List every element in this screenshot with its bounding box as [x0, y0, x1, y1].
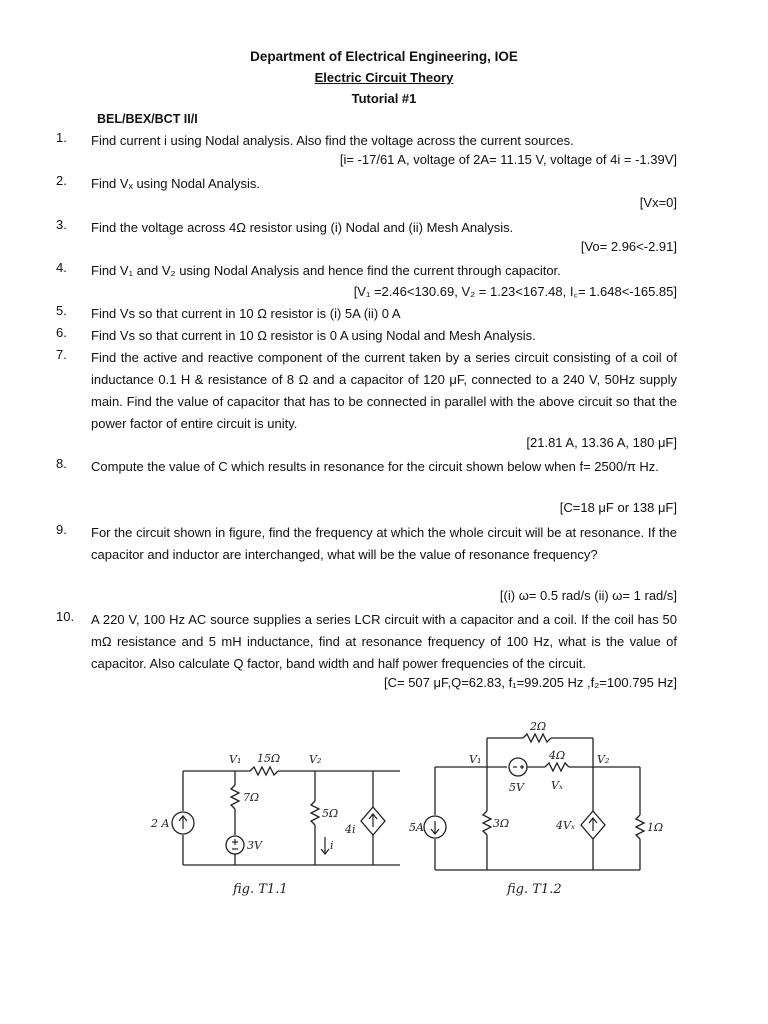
circuit-figures [135, 715, 675, 925]
answer-7: [21.81 A, 13.36 A, 180 μF] [526, 435, 677, 450]
question-number: 6. [56, 325, 67, 340]
question-number: 4. [56, 260, 67, 275]
subject-title: Electric Circuit Theory [314, 70, 454, 85]
question-number: 7. [56, 347, 67, 362]
fig2-resistor-3: 3Ω [493, 817, 510, 830]
question-number: 1. [56, 130, 67, 145]
question-text: A 220 V, 100 Hz AC source supplies a series LCR circuit with a capacitor and a coil. If the coil has 50 mΩ resistance and 5 mH inductance, find at resonance frequency of 100 Hz, what is the value of capacitor. Also calculate Q factor, band width and half power frequencies of the circuit. [91, 612, 677, 671]
question-text: Find Vₓ using Nodal Analysis. [91, 176, 261, 191]
answer-9: [(i) ω= 0.5 rad/s (ii) ω= 1 rad/s] [499, 588, 677, 603]
answer-1: [i= -17/61 A, voltage of 2A= 11.15 V, voltage of 4i = -1.39V] [339, 152, 677, 167]
answer-10: [C= 507 μF,Q=62.83, f₁=99.205 Hz ,f₂=100.795 Hz] [384, 675, 677, 690]
question-text: Find Vs so that current in 10 Ω resistor is 0 A using Nodal and Mesh Analysis. [91, 328, 536, 343]
question-text: For the circuit shown in figure, find the frequency at which the whole circuit will be at resonance. If the capacitor and inductor are interchanged, what will be the value of resonance frequency? [91, 525, 677, 562]
answer-3: [Vo= 2.96<-2.91] [580, 239, 677, 254]
question-text: Find current i using Nodal analysis. Also find the voltage across the current sources. [91, 133, 574, 148]
fig2-dependent-source-label: 4Vₓ [556, 819, 575, 832]
fig1-dependent-source-label: 4i [345, 823, 356, 836]
fig1-resistor-5: 5Ω [322, 807, 339, 820]
circuit-diagrams [135, 715, 675, 925]
fig2-caption: fig. T1.2 [507, 882, 562, 897]
fig1-voltage-source-label: 3V [247, 839, 262, 852]
fig2-resistor-4: 4Ω [549, 749, 566, 762]
fig1-node-v2: V₂ [309, 753, 322, 766]
fig1-current-source-label: 2 A [151, 817, 170, 830]
fig2-node-v2: V₂ [597, 753, 610, 766]
fig1-caption: fig. T1.1 [233, 882, 288, 897]
tutorial-title: Tutorial #1 [351, 91, 417, 106]
fig2-vx-label: Vₓ [551, 779, 563, 792]
question-text: Find V₁ and V₂ using Nodal Analysis and hence find the current through capacitor. [91, 263, 561, 278]
answer-8: [C=18 μF or 138 μF] [559, 500, 677, 515]
answer-4: [V₁ =2.46<130.69, V₂ = 1.23<167.48, I꜀= 1.648<-165.85] [353, 284, 677, 299]
question-text: Find the active and reactive component of the current taken by a series circuit consisting of a coil of inductance 0.1 H & resistance of 8 Ω and a capacitor of 120 μF, connected to a 240 V, 50Hz supply main. Find the value of capacitor that has to be connected in parallel with the above circuit so that the power factor of entire circuit is unity. [91, 350, 677, 431]
question-number: 3. [56, 217, 67, 232]
answer-2: [Vx=0] [639, 195, 677, 210]
fig2-resistor-1: 1Ω [647, 821, 664, 834]
fig1-node-v1: V₁ [229, 753, 242, 766]
question-number: 2. [56, 173, 67, 188]
fig2-node-v1: V₁ [469, 753, 482, 766]
fig2-current-source-label: 5A [409, 821, 424, 834]
department-title: Department of Electrical Engineering, IOE [250, 49, 518, 64]
question-number: 9. [56, 522, 67, 537]
fig2-resistor-2: 2Ω [530, 720, 547, 733]
fig2-voltage-source-label: 5V [509, 781, 524, 794]
question-number: 5. [56, 303, 67, 318]
question-text: Find Vs so that current in 10 Ω resistor is (i) 5A (ii) 0 A [91, 306, 401, 321]
course-label: BEL/BEX/BCT II/I [97, 112, 198, 126]
fig1-resistor-15: 15Ω [257, 752, 281, 765]
fig1-resistor-7: 7Ω [243, 791, 260, 804]
question-text: Find the voltage across 4Ω resistor using (i) Nodal and (ii) Mesh Analysis. [91, 220, 514, 235]
question-text: Compute the value of C which results in resonance for the circuit shown below when f= 2500/π Hz. [91, 459, 659, 474]
question-number: 8. [56, 456, 67, 471]
fig1-current-i-label: i [330, 839, 334, 852]
question-number: 10. [56, 609, 75, 624]
